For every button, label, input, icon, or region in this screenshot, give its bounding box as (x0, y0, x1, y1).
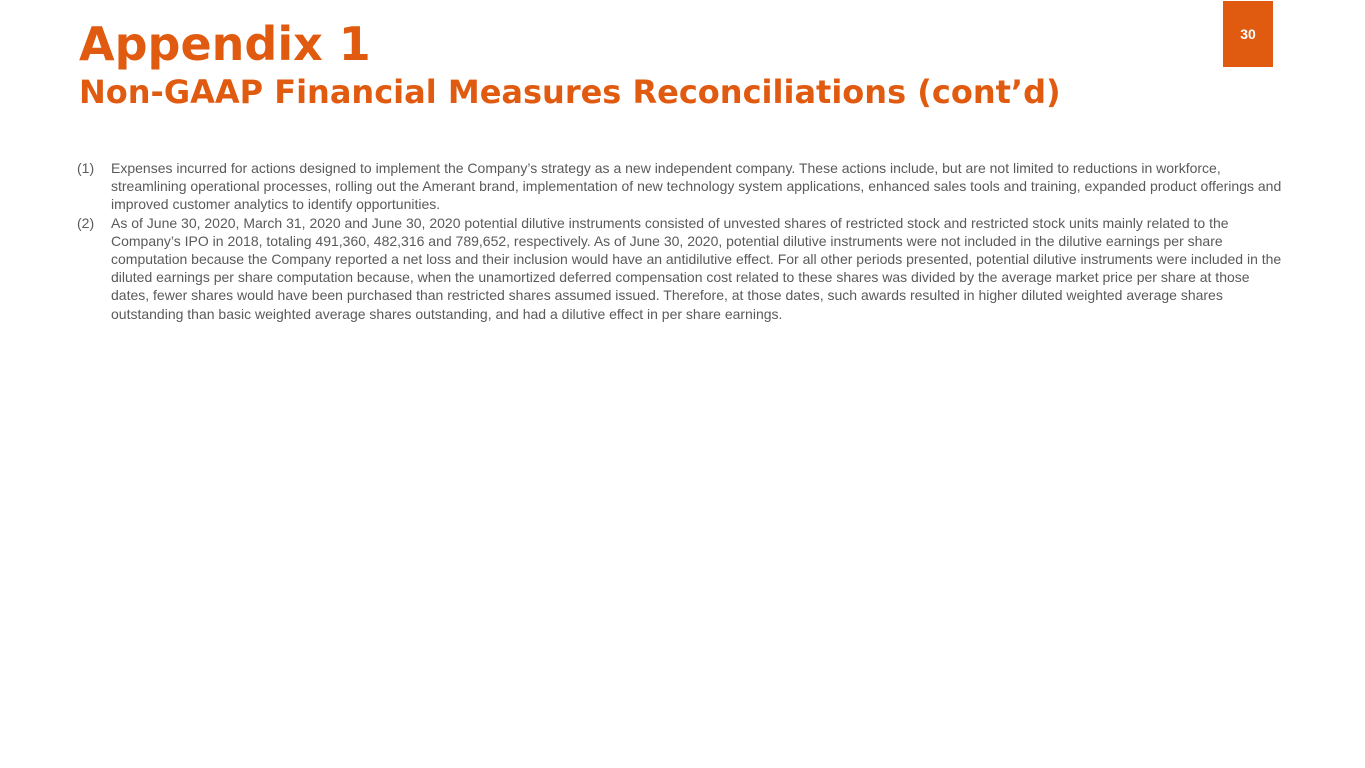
footnote-marker: (1) (77, 160, 95, 176)
footnote-text: Expenses incurred for actions designed to implement the Company’s strategy as a new independent company. These actions include, but are not limited to reductions in workforce, streamlining operational processes, rolling out the Amerant brand, implementation of new technology system applications, enhanced sales tools and training, expanded product offerings and improved customer analytics to identify opportunities. (111, 160, 1282, 213)
page-number: 30 (1240, 26, 1256, 42)
footnote-2 (77, 214, 1287, 323)
footnotes-list (77, 159, 1287, 323)
footnote-marker: (2) (77, 214, 95, 231)
footnote-text: As of June 30, 2020, March 31, 2020 and June 30, 2020 potential dilutive instruments consisted of unvested shares of restricted stock and restricted stock units mainly related to the Company’s IPO in 2018, totaling 491,360, 482,316 and 789,652, respectively. As of June 30, 2020, potential dilutive instruments were not included in the dilutive earnings per share computation because the Company reported a net loss and their inclusion would have an antidilutive effect. For all other periods presented, potential dilutive instruments were included in the diluted earnings per share computation because, when the unamortized deferred compensation cost related to these shares was divided by the average market price per share at those dates, fewer shares would have been purchased than restricted shares assumed issued. Therefore, at those dates, such awards resulted in higher diluted weighted average shares outstanding than basic weighted average shares outstanding, and had a dilutive effect in per share earnings. (111, 214, 1282, 322)
page-number-badge (1223, 1, 1273, 67)
page-title: Appendix 1 (79, 17, 371, 71)
page-subtitle: Non-GAAP Financial Measures Reconciliations (cont’d) (79, 73, 1061, 111)
footnote-1 (77, 159, 1287, 214)
